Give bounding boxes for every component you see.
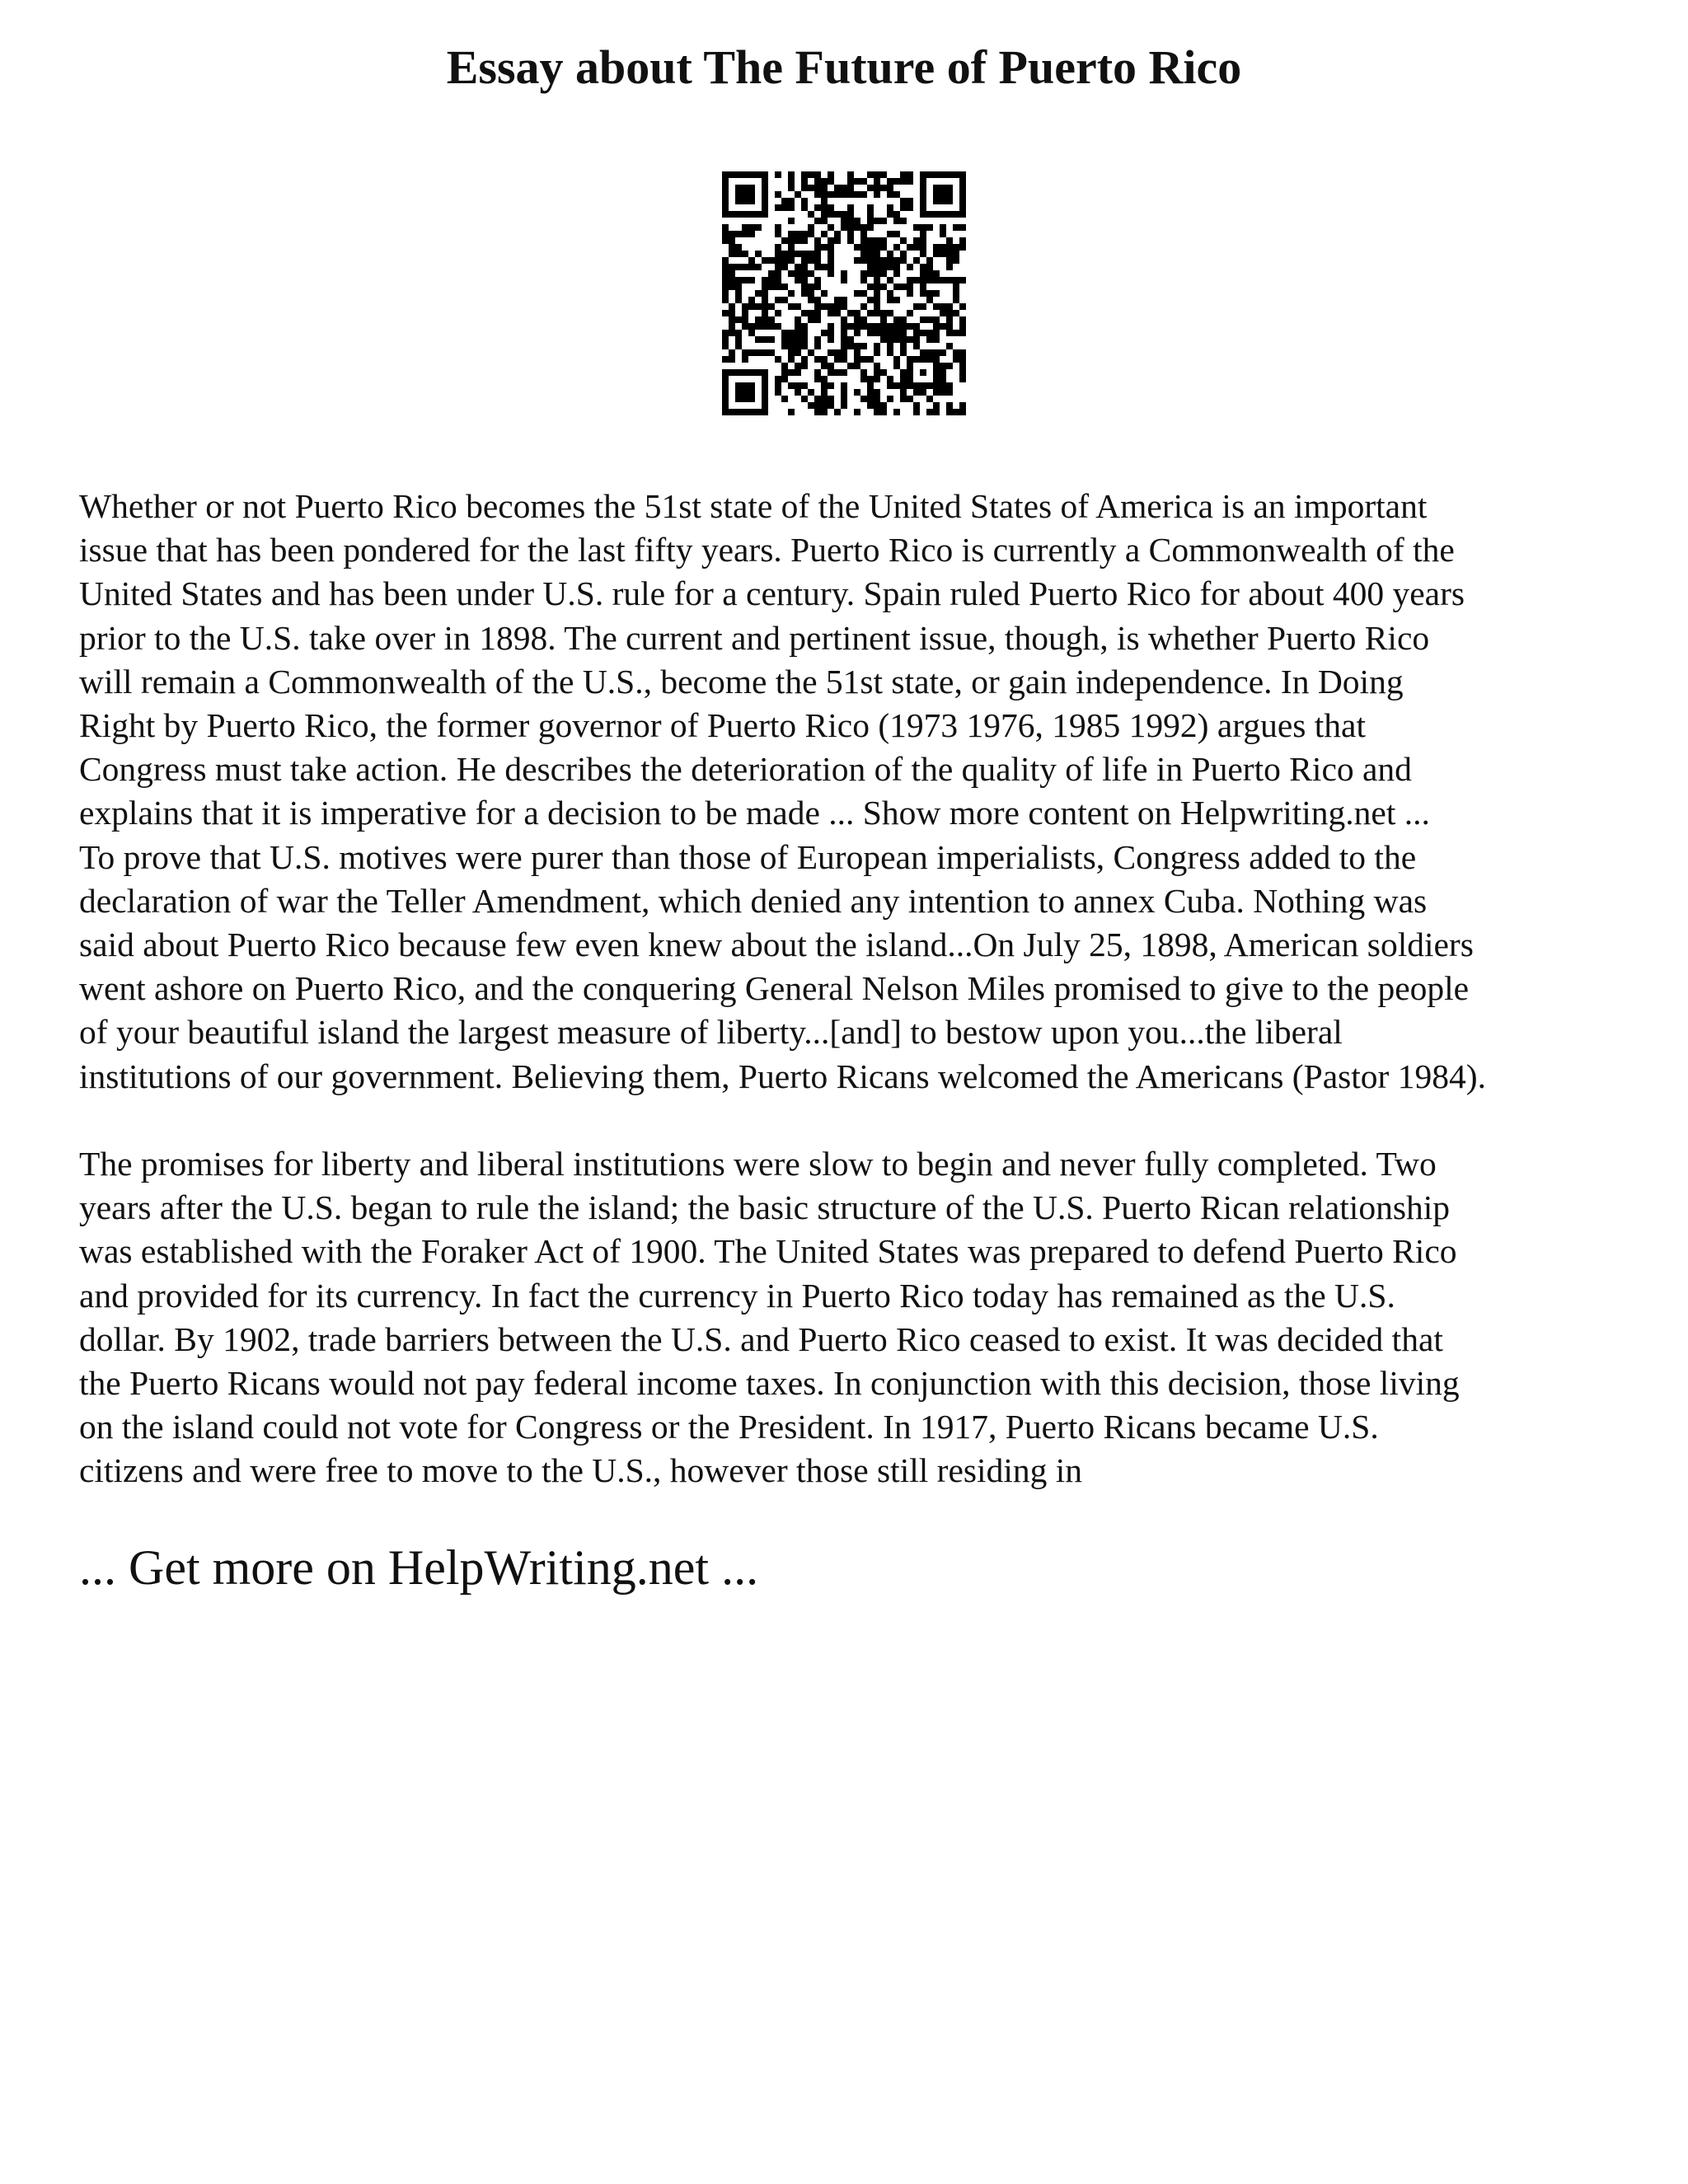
get-more-link[interactable]: ... Get more on HelpWriting.net ... (79, 1540, 759, 1595)
essay-paragraph-1 (79, 485, 1629, 1099)
text-line: prior to the U.S. take over in 1898. The current and pertinent issue, though, is whether Puerto Rico (79, 618, 1430, 657)
text-line: issue that has been pondered for the last fifty years. Puerto Rico is currently a Commonwealth of the (79, 531, 1455, 569)
text-line: Whether or not Puerto Rico becomes the 51st state of the United States of America is an important (79, 487, 1428, 525)
text-line: institutions of our government. Believing them, Puerto Ricans welcomed the Americans (Pastor 1984). (79, 1057, 1486, 1095)
page-title: Essay about The Future of Puerto Rico (446, 40, 1242, 94)
text-line: the Puerto Ricans would not pay federal income taxes. In conjunction with this decision, those living (79, 1364, 1460, 1403)
text-line: went ashore on Puerto Rico, and the conquering General Nelson Miles promised to give to the people (79, 969, 1470, 1008)
text-line: The promises for liberty and liberal institutions were slow to begin and never fully completed. Two (79, 1145, 1437, 1183)
text-line: was established with the Foraker Act of 1900. The United States was prepared to defend Puerto Rico (79, 1232, 1457, 1271)
text-line: dollar. By 1902, trade barriers between the U.S. and Puerto Rico ceased to exist. It was decided that (79, 1319, 1443, 1358)
essay-paragraph-2 (79, 1142, 1629, 1493)
text-line: United States and has been under U.S. rule for a century. Spain ruled Puerto Rico for about 400 years (79, 574, 1465, 613)
text-line: on the island could not vote for Congress or the President. In 1917, Puerto Ricans became U.S. (79, 1408, 1379, 1446)
text-line: Congress must take action. He describes the deterioration of the quality of life in Puerto Rico and (79, 750, 1412, 789)
text-line: To prove that U.S. motives were purer than those of European imperialists, Congress added to the (79, 837, 1417, 876)
text-line: will remain a Commonwealth of the U.S., become the 51st state, or gain independence. In Doing (79, 662, 1404, 701)
text-line: and provided for its currency. In fact the currency in Puerto Rico today has remained as the U.S. (79, 1276, 1395, 1315)
text-line: declaration of war the Teller Amendment, which denied any intention to annex Cuba. Nothing was (79, 881, 1428, 920)
text-line: said about Puerto Rico because few even knew about the island...On July 25, 1898, American soldiers (79, 926, 1474, 964)
qr-code-icon (722, 171, 966, 415)
text-line: citizens and were free to move to the U.S., however those still residing in (79, 1451, 1083, 1490)
text-line: Right by Puerto Rico, the former governor of Puerto Rico (1973 1976, 1985 1992) argues that (79, 706, 1366, 745)
text-line: years after the U.S. began to rule the island; the basic structure of the U.S. Puerto Rican relationship (79, 1188, 1450, 1227)
text-line: explains that it is imperative for a decision to be made ... Show more content on Helpwriting.net ... (79, 794, 1430, 832)
text-line: of your beautiful island the largest measure of liberty...[and] to bestow upon you...the liberal (79, 1013, 1343, 1052)
